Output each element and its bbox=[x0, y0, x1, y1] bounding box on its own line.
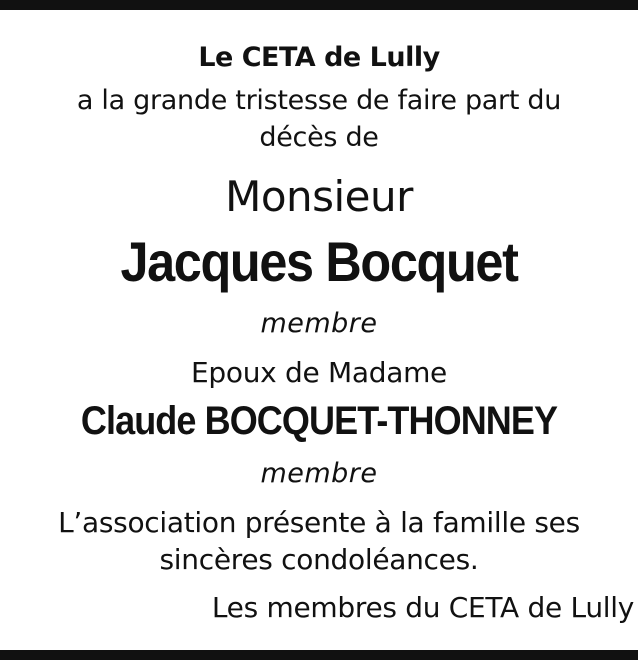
deceased-role: membre bbox=[260, 308, 378, 339]
honorific-title: Monsieur bbox=[225, 172, 413, 221]
condolence-line-2: sincères condoléances. bbox=[159, 543, 479, 576]
spouse-name: Claude BOCQUET-THONNEY bbox=[80, 399, 558, 443]
announcement-line-1: a la grande tristesse de faire part du bbox=[76, 85, 562, 116]
condolence-line-1: L’association présente à la famille ses bbox=[58, 506, 580, 539]
spouse-intro: Epoux de Madame bbox=[191, 356, 447, 389]
bottom-border bbox=[0, 650, 638, 660]
announcement-line-2: décès de bbox=[259, 122, 379, 153]
signature: Les membres du CETA de Lully bbox=[211, 591, 634, 624]
top-border bbox=[0, 0, 638, 10]
deceased-name: Jacques Bocquet bbox=[120, 230, 518, 293]
spouse-role: membre bbox=[260, 458, 378, 489]
organization-name: Le CETA de Lully bbox=[198, 42, 440, 73]
